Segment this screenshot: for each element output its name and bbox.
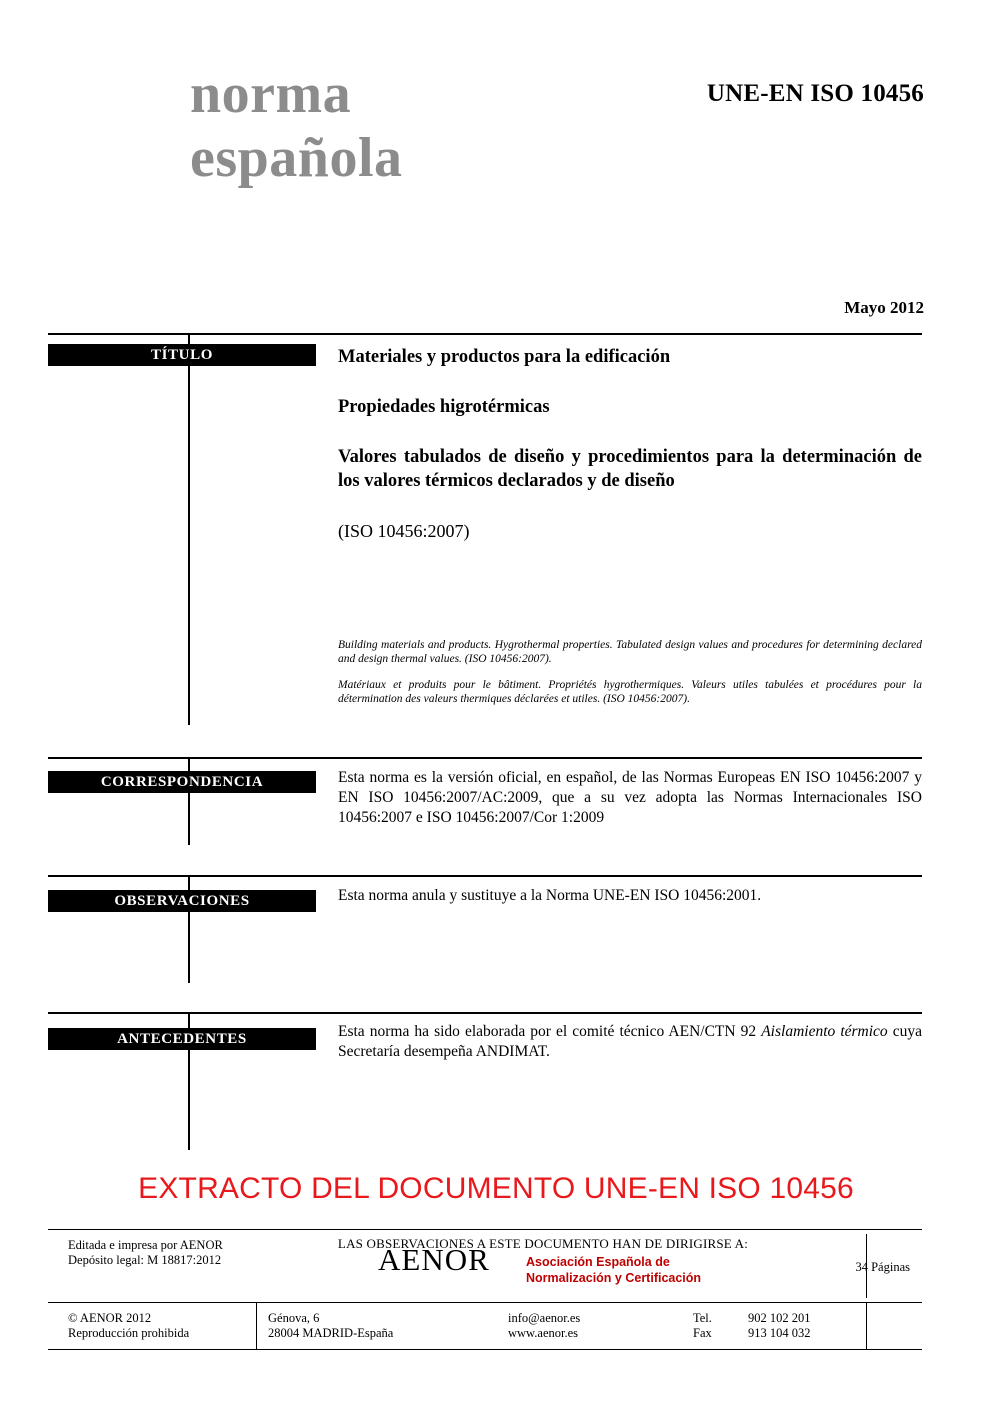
aenor-logo-subtitle xyxy=(526,1254,701,1286)
footer-bottom xyxy=(48,1303,922,1349)
titulo-line-1: Materiales y productos para la edificación xyxy=(338,347,671,367)
footer-address-line2: 28004 MADRID-España xyxy=(268,1326,394,1340)
translation-french: Matériaux et produits pour le bâtiment. Propriétés hygrothermiques. Valeurs utiles tabulées et procédures pour la détermination des valeurs thermiques déclarées et utiles. (ISO 10456:2007). xyxy=(338,679,922,705)
footer-phone-labels xyxy=(693,1311,712,1341)
antecedentes-content xyxy=(338,1022,922,1062)
footer-tel-value: 902 102 201 xyxy=(748,1311,811,1325)
footer-top xyxy=(48,1230,922,1302)
observaciones-content xyxy=(338,886,922,906)
footer-tel-label: Tel. xyxy=(693,1311,712,1325)
footer-fax-label: Fax xyxy=(693,1326,712,1340)
footer-copyright xyxy=(68,1311,189,1341)
footer-copyright-line2: Reproducción prohibida xyxy=(68,1326,190,1340)
antecedentes-text-part2: cuya Secretaría desempeña ANDIMAT. xyxy=(338,1023,923,1060)
footer-editor xyxy=(68,1238,223,1268)
brand-line-1: norma xyxy=(190,63,352,125)
label-titulo: TÍTULO xyxy=(48,344,316,366)
standard-reference: UNE-EN ISO 10456 xyxy=(706,80,924,107)
publication-date: Mayo 2012 xyxy=(844,298,924,317)
footer-observations-notice: LAS OBSERVACIONES A ESTE DOCUMENTO HAN DE DIRIGIRSE A: xyxy=(337,1236,749,1251)
footer-copyright-line1: © AENOR 2012 xyxy=(68,1311,152,1325)
footer xyxy=(48,1229,922,1350)
footer-divider-2 xyxy=(866,1303,867,1349)
translation-english: Building materials and products. Hygrothermal properties. Tabulated design values and procedures for determining declared and design thermal values. (ISO 10456:2007). xyxy=(338,639,922,665)
footer-phone-values xyxy=(748,1311,811,1341)
titulo-iso-ref: (ISO 10456:2007) xyxy=(338,521,470,541)
rule-top xyxy=(48,333,922,335)
observaciones-text: Esta norma anula y sustituye a la Norma UNE-EN ISO 10456:2001. xyxy=(338,887,762,904)
footer-divider-1 xyxy=(256,1303,257,1349)
footer-rule-bottom xyxy=(48,1349,922,1350)
rule-antecedentes xyxy=(48,1012,922,1014)
extract-banner: EXTRACTO DEL DOCUMENTO UNE-EN ISO 10456 xyxy=(138,1172,854,1205)
aenor-logo: AENOR xyxy=(378,1242,490,1277)
spine-segment-titulo xyxy=(188,333,190,725)
label-correspondencia: CORRESPONDENCIA xyxy=(48,771,316,793)
footer-page-count: 34 Páginas xyxy=(855,1260,910,1274)
brand-line-2: española xyxy=(190,127,403,189)
footer-email[interactable]: info@aenor.es xyxy=(508,1311,581,1325)
footer-address-line1: Génova, 6 xyxy=(268,1311,320,1325)
antecedentes-text-part1: Esta norma ha sido elaborada por el comité técnico AEN/CTN 92 xyxy=(338,1023,762,1040)
brand-title xyxy=(190,62,403,190)
footer-website[interactable]: www.aenor.es xyxy=(508,1326,579,1340)
footer-editor-line2: Depósito legal: M 18817:2012 xyxy=(68,1253,222,1267)
correspondencia-content xyxy=(338,768,922,828)
antecedentes-committee-name: Aislamiento térmico xyxy=(761,1023,888,1040)
rule-correspondencia xyxy=(48,757,922,759)
masthead xyxy=(0,62,992,222)
footer-fax-value: 913 104 032 xyxy=(748,1326,811,1340)
label-observaciones: OBSERVACIONES xyxy=(48,890,316,912)
aenor-sub-line2: Normalización y Certificación xyxy=(526,1271,702,1285)
translations xyxy=(338,638,922,718)
label-antecedentes: ANTECEDENTES xyxy=(48,1028,316,1050)
antecedentes-text xyxy=(338,1022,922,1062)
correspondencia-text: Esta norma es la versión oficial, en español, de las Normas Europeas EN ISO 10456:2007 y EN ISO 10456:2007/AC:2009, que a su vez adopta las Normas Internacionales ISO 10456:2007 e ISO 10456:2007/Cor 1:2009 xyxy=(338,769,922,826)
aenor-sub-line1: Asociación Española de xyxy=(526,1255,670,1269)
rule-observaciones xyxy=(48,875,922,877)
titulo-line-2: Propiedades higrotérmicas xyxy=(338,397,550,417)
titulo-content xyxy=(338,345,922,543)
footer-editor-line1: Editada e impresa por AENOR xyxy=(68,1238,223,1252)
titulo-line-3: Valores tabulados de diseño y procedimientos para la determinación de los valores térmicos declarados y de diseño xyxy=(338,447,922,491)
footer-address xyxy=(268,1311,393,1341)
footer-contact[interactable] xyxy=(508,1311,580,1341)
